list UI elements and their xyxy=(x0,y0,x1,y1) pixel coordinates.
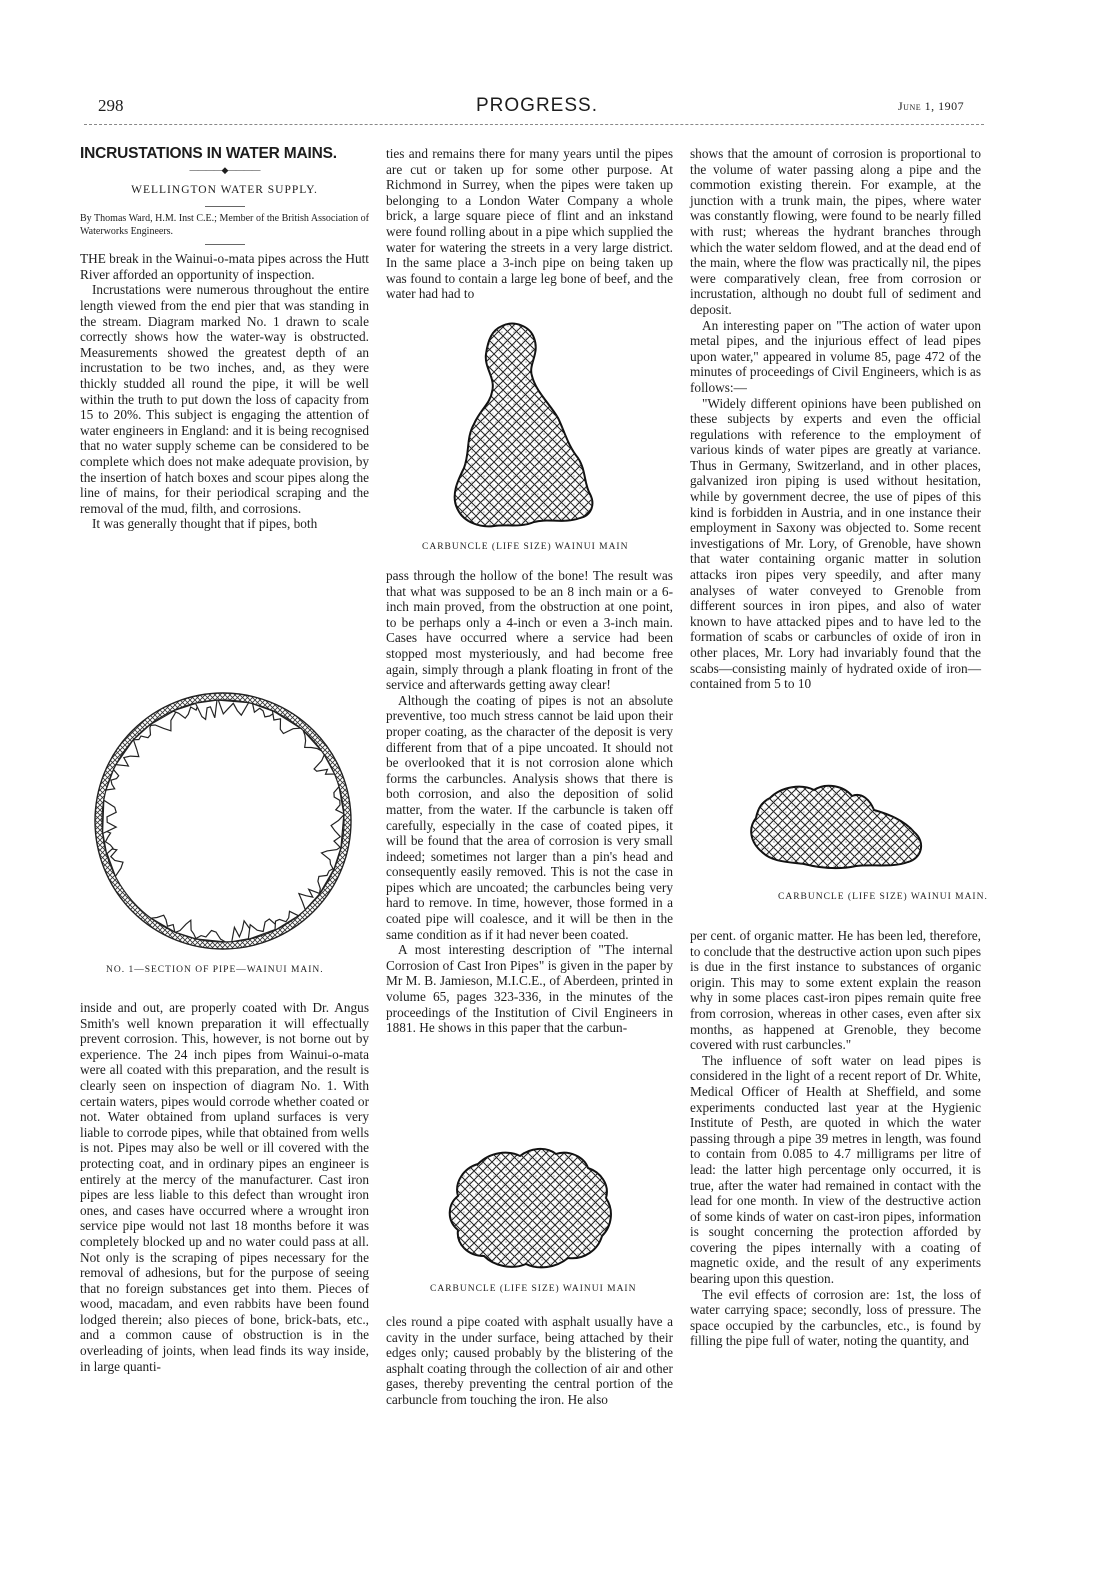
article-byline: By Thomas Ward, H.M. Inst C.E.; Member of the British Association of Waterworks Engineers. xyxy=(80,213,369,237)
col1-paragraph-3: It was generally thought that if pipes, both xyxy=(92,516,318,532)
col3-bottom-paragraph-3: The evil effects of corrosion are: 1st, the loss of water carrying space; secondly, loss of pressure. The space occupied by the carbuncles, etc., is found by filling the pipe full of water, noting the quantity, and xyxy=(690,1286,981,1349)
col2-top-text: ties and remains there for many years until the pipes are cut or taken up for some other purpose. At Richmond in Surrey, when the pipes were taken up belonging to a London Water Company a whole brick, a large square piece of flint and an inkstand were found rolling about in a pipe which supplied the water for watering the streets in a very large district. In the same place a 3-inch pipe on being taken up was found to contain a large leg bone of beef, and the water had had to xyxy=(386,146,673,302)
column-3-top xyxy=(690,146,981,692)
column-2-middle xyxy=(386,568,673,1036)
col2-middle-paragraph-2: Although the coating of pipes is not an absolute preventive, too much stress cannot be laid upon their proper coating, as the character of the deposit is very different from that of a pipe uncoated. It should not be overlooked that it is not corrosion alone which forms the carbuncles. Analysis shows that there is both corrosion, and also the deposition of solid matter, from the water. If the carbuncle is taken off carefully, especially in the case of coated pipes, it will be found that the area of corrosion is very small indeed; sometimes not larger than a pin's head and consequently easily removed. This is not the case in pipes which are uncoated; the carbuncles being very hard to remove. In time, however, those formed in a coated pipe will coalesce, and it will be then in the same condition as if it had never been coated. xyxy=(386,692,673,942)
col1-continuation: inside and out, are properly coated with Dr. Angus Smith's well known preparation it will effectually prevent corrosion. This, however, is not borne out by experience. The 24 inch pipes from Wainui-o-mata were all coated with this preparation, and the result is clearly seen on inspection of diagram No. 1. With certain waters, pipes would corrode whether coated or not. Water obtained from upland surfaces is very liable to corrode pipes, while that obtained from wells is not. Pipes may also be well or ill covered with the protecting coat, and in ordinary pipes an engineer is entirely at the mercy of the manufacturer. Cast iron pipes are less liable to this defect than wrought iron ones, and cases have occurred where a wrought iron service pipe would not last 18 months before it was completely blocked up and no water could pass at all. Not only is the scraping of pipes necessary for the removal of adhesions, but for the purpose of seeing that no foreign substances get into them. Pieces of wood, macadam, and even rabbits have been found lodged therein; also pieces of bone, brick-bats, etc., and a common cause of obstruction is in the overleading of joints, when lead finds its way inside, in large quanti- xyxy=(80,1000,369,1374)
article-title: INCRUSTATIONS IN WATER MAINS. xyxy=(80,145,337,162)
page-header xyxy=(0,96,1114,122)
col1-paragraph-2: Incrustations were numerous throughout the entire length viewed from the end pier that was standing in the stream. Diagram marked No. 1 drawn to scale correctly shows how the water-way is obstructed. Measurements showed the greatest depth of an incrustation to be two inches, and, as they were thickly studded all round the pipe, it will be well within the truth to put down the loss of capacity from 15 to 20%. This subject is engaging the attention of water engineers in England: and it is being recognised that no water supply scheme can be considered to be complete which does not make adequate provision, by the insertion of hatch boxes and scour pipes along the line of mains, for their periodical scraping and the removal of the mud, filth, and corrosions. xyxy=(80,282,369,516)
col3-paragraph-1: shows that the amount of corrosion is proportional to the volume of water passing along a pipe and the commotion existing therein. For example, at the junction with a trunk main, the pipes, where water was constantly flowing, were found to be nearly filled with rust; whereas the hydrant branches through which the water seldom flowed, and at the dead end of the main, where the flow was practically nil, the pipes were comparatively clean, free from corrosion or incrustation, although no doubt full of sediment and deposit. xyxy=(690,146,981,317)
article-subtitle: WELLINGTON WATER SUPPLY. xyxy=(131,183,318,196)
column-1-bottom xyxy=(80,1000,369,1374)
carbuncle-caption-2: CARBUNCLE (LIFE SIZE) WAINUI MAIN. xyxy=(778,892,988,902)
issue-date: June 1, 1907 xyxy=(898,99,965,113)
column-2-top xyxy=(386,146,673,302)
header-rule xyxy=(84,124,984,125)
subtitle-rule xyxy=(205,206,245,207)
col3-bottom-paragraph-2: The influence of soft water on lead pipes is considered in the light of a recent report of Dr. White, Medical Officer of Health at Sheffield, and some experiments conducted last year at the Hygienic Institute of Pesth, are quoted in which the water passing through a pipe 39 metres in length, was found to contain from 0.085 to 4.7 milligrams per litre of lead: the latter high percentage only occurred, it is true, after the water had remained in contact with the lead for one month. In view of the destructive action of some kinds of water on cast-iron pipes, information is sought concerning the protection afforded by covering the pipes internally with a coating of magnetic oxide, and the result of any experiments bearing upon this question. xyxy=(690,1052,981,1287)
carbuncle-figure-2 xyxy=(742,780,932,880)
column-2-bottom xyxy=(386,1314,673,1408)
col1-paragraph-1: THE break in the Wainui-o-mata pipes across the Hutt River afforded an opportunity of inspection. xyxy=(80,251,369,282)
carbuncle-caption-3: CARBUNCLE (LIFE SIZE) WAINUI MAIN xyxy=(430,1284,637,1294)
col2-middle-paragraph-3: A most interesting description of "The internal Corrosion of Cast Iron Pipes" is given in the paper by Mr M. B. Jamieson, M.I.C.E., of Aberdeen, printed in volume 65, pages 323-336, in the minutes of the proceedings of the Institution of Civil Engineers in 1881. He shows in this paper that the carbun- xyxy=(386,942,673,1036)
pipe-caption: NO. 1—SECTION OF PIPE—WAINUI MAIN. xyxy=(106,965,324,975)
col2-middle-paragraph-1: pass through the hollow of the bone! The result was that what was supposed to be an 8 inch main or a 6-inch main proved, from the obstruction at one point, to be perhaps only a 4-inch or even a 3-inch main. Cases have occurred where a service had been stopped most mysteriously, and had become free again, simply through a plank floating in front of the service and afterwards getting away clear! xyxy=(386,568,673,693)
col2-bottom-text: cles round a pipe coated with asphalt usually have a cavity in the under surface, being attached by their edges only; caused probably by the blistering of the asphalt coating through the collection of air and other gases, thereby preventing the central portion of the carbuncle from touching the iron. He also xyxy=(386,1314,673,1407)
col3-paragraph-3: "Widely different opinions have been published on these subjects by experts and even the official regulations with reference to the employment of various kinds of water pipes are greatly at variance. Thus in Germany, Switzerland, and in other places, galvanized iron piping is used without hesitation, while by government decree, the use of pipes of this kind is forbidden in Austria, and in one instance their employment in Saxony was objected to. Some recent investigations of Mr. Lory, of Grenoble, have shown that water containing organic matter in solution attacks iron pipes very speedily, and after many analyses of water conveyed to Grenoble from different sources in iron pipes, and also of water known to have attacked pipes and to have led to the formation of scabs or carbuncles of oxide of iron in other places, Mr. Lory had invariably found that the scabs—consisting mainly of hydrated oxide of iron—contained from 5 to 10 xyxy=(690,395,981,692)
pipe-section-figure xyxy=(80,680,370,960)
byline-rule xyxy=(205,244,245,245)
title-ornament: ————◆———— xyxy=(189,164,260,175)
column-3-bottom xyxy=(690,928,981,1349)
col3-paragraph-2: An interesting paper on "The action of water upon metal pipes, and the injurious effect of lead pipes upon water," appeared in volume 85, page 472 of the minutes of proceedings of Civil Engineers, which is as follows:— xyxy=(690,317,981,395)
publication-title: PROGRESS. xyxy=(476,95,598,116)
column-1-top xyxy=(80,146,369,532)
page-number: 298 xyxy=(98,96,124,115)
col3-bottom-paragraph-1: per cent. of organic matter. He has been led, therefore, to conclude that the destructive action upon such pipes is due in the first instance to substances of organic origin. This may to some extent explain the reason why in some places cast-iron pipes remain quite free from corrosion, whereas in other cases, even after six months, as happened at Grenoble, they become covered with rust carbuncles." xyxy=(690,928,981,1053)
carbuncle-figure-3 xyxy=(438,1144,620,1278)
carbuncle-caption-1: CARBUNCLE (LIFE SIZE) WAINUI MAIN xyxy=(422,542,629,552)
carbuncle-figure-1 xyxy=(440,318,610,538)
